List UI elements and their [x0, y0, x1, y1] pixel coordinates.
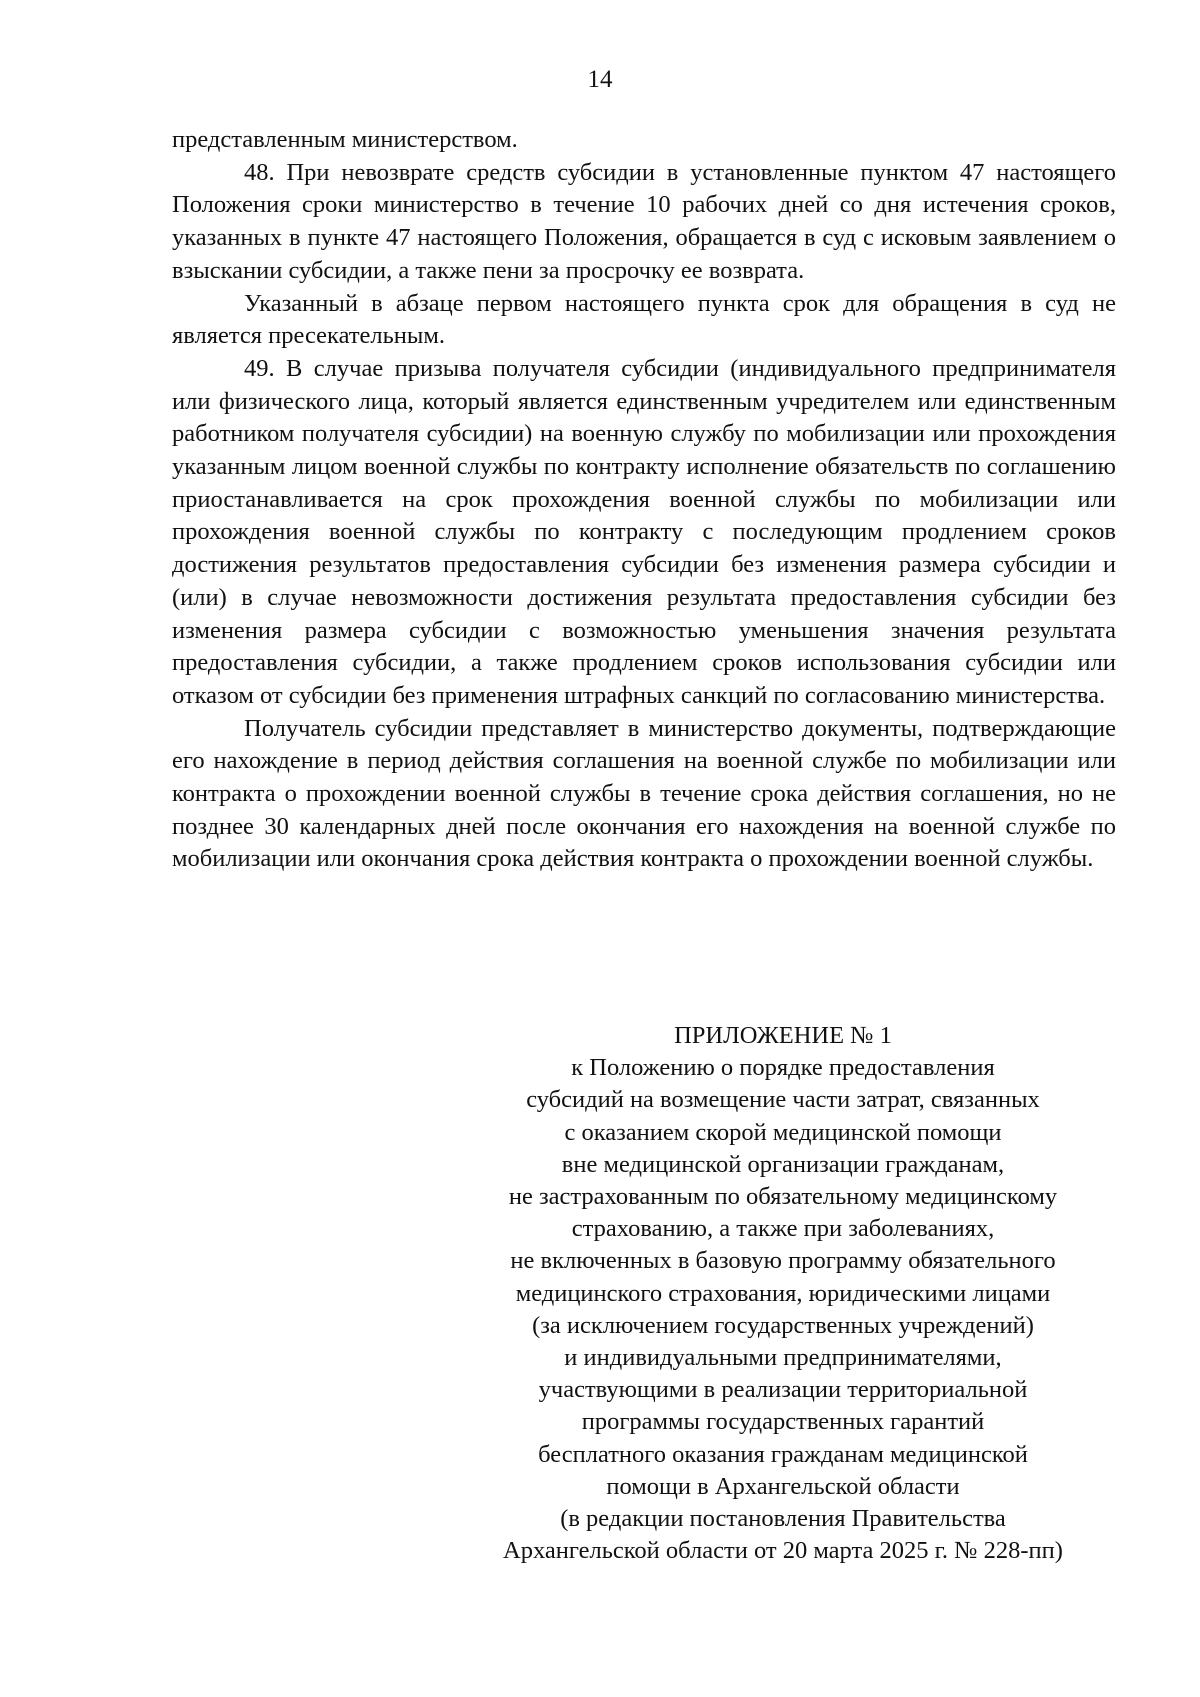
appendix-line: и индивидуальными предпринимателями, — [564, 1344, 1002, 1372]
paragraph-48: 48. При невозврате средств субсидии в установленные пунктом 47 настоящего Положения сроки министерство в течение 10 рабочих дней со дня истечения сроков, указанных в пункте 47 настоящего Положения, обращается в суд с исковым заявлением о взыскании субсидии, а также пени за просрочку ее возврата. — [172, 158, 1116, 284]
paragraph-48-second: Указанный в абзаце первом настоящего пункта срок для обращения в суд не является пресекательным. — [172, 289, 1116, 350]
appendix-line: программы государственных гарантий — [581, 1408, 985, 1436]
appendix-title: ПРИЛОЖЕНИЕ № 1 — [674, 1022, 892, 1049]
appendix-line: к Положению о порядке предоставления — [571, 1054, 995, 1082]
appendix-line: Архангельской области от 20 марта 2025 г. № 228-пп) — [503, 1537, 1063, 1565]
appendix-line: (за исключением государственных учреждений) — [532, 1311, 1034, 1339]
paragraph-49-second: Получатель субсидии представляет в министерство документы, подтверждающие его нахождение в период действия соглашения на военной службе по мобилизации или контракта о прохождении военной службы в течение срока действия соглашения, но не позднее 30 календарных дней после окончания его нахождения на военной службе по мобилизации или окончания срока действия контракта о прохождении военной службы. — [172, 714, 1116, 873]
appendix-block — [450, 1020, 1116, 1567]
paragraph-49: 49. В случае призыва получателя субсидии (индивидуального предпринимателя или физического лица, который является единственным учредителем или единственным работником получателя субсидии) на военную службу по мобилизации или прохождения указанным лицом военной службы по контракту исполнение обязательств по соглашению приостанавливается на срок прохождения военной службы по мобилизации или прохождения военной службы по контракту с последующим продлением сроков достижения результатов предоставления субсидии без изменения размера субсидии и (или) в случае невозможности достижения результата предоставления субсидии без изменения размера субсидии с возможностью уменьшения значения результата предоставления субсидии, а также продлением сроков использования субсидии или отказом от субсидии без применения штрафных санкций по согласованию министерства. — [172, 354, 1116, 709]
appendix-line: субсидий на возмещение части затрат, связанных — [526, 1086, 1040, 1114]
appendix-line: не застрахованным по обязательному медицинскому — [508, 1183, 1058, 1211]
appendix-line: участвующими в реализации территориальной — [538, 1376, 1028, 1404]
paragraph-continuation: представленным министерством. — [172, 126, 518, 153]
appendix-line: медицинского страхования, юридическими лицами — [515, 1279, 1051, 1307]
appendix-line: с оказанием скорой медицинской помощи — [564, 1118, 1002, 1146]
appendix-line: помощи в Архангельской области — [606, 1472, 960, 1500]
appendix-line: вне медицинской организации гражданам, — [561, 1150, 1005, 1178]
appendix-line: бесплатного оказания гражданам медицинской — [538, 1440, 1028, 1468]
body-text — [172, 124, 1116, 876]
page-number: 14 — [587, 66, 613, 93]
appendix-line: страхованию, а также при заболеваниях, — [571, 1215, 995, 1243]
appendix-line: не включенных в базовую программу обязательного — [510, 1247, 1056, 1275]
appendix-line: (в редакции постановления Правительства — [560, 1505, 1006, 1533]
